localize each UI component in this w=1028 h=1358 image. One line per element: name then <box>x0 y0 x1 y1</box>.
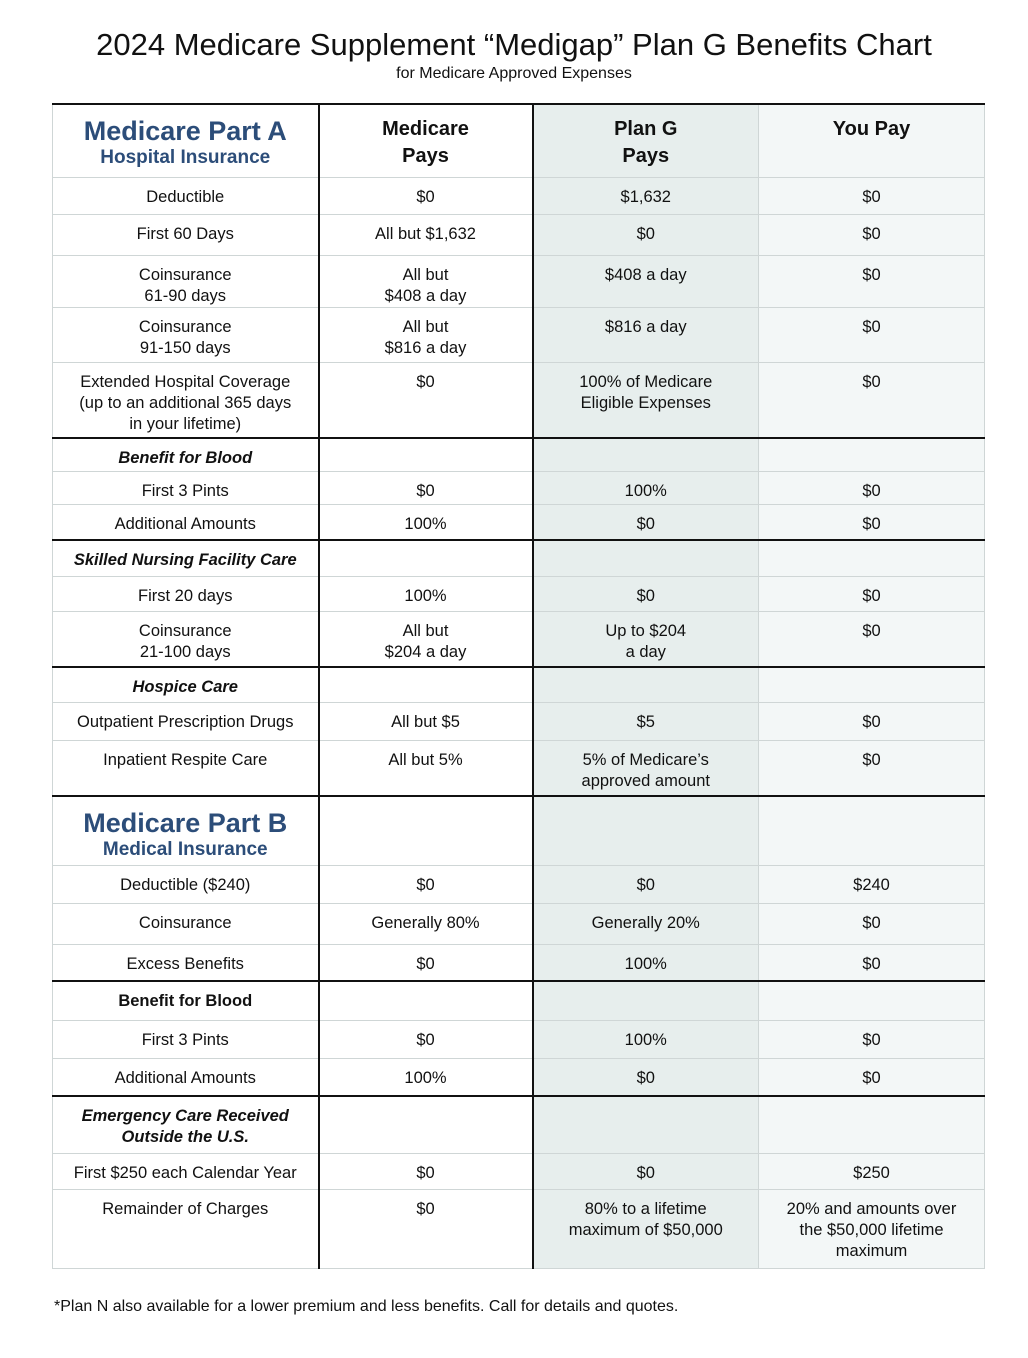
section-heading <box>53 667 319 702</box>
cell-line: $0 <box>416 1199 435 1218</box>
you-pay-cell <box>759 471 985 504</box>
section-heading-row <box>53 1096 985 1153</box>
medicare-pays-cell <box>319 1153 533 1189</box>
cell-line: $0 <box>862 317 881 336</box>
you-pay-cell <box>759 740 985 796</box>
plan-g-pays-cell <box>533 903 759 944</box>
benefit-label-cell <box>53 702 319 740</box>
cell-line: Inpatient Respite Care <box>103 750 268 769</box>
cell-line: $0 <box>862 712 881 731</box>
cell-line: Generally 80% <box>371 913 480 932</box>
page-title: 2024 Medicare Supplement “Medigap” Plan G Benefits Chart <box>96 27 932 62</box>
section-heading-row <box>53 540 985 576</box>
plan-g-pays-cell <box>533 576 759 611</box>
footnote: *Plan N also available for a lower premium and less benefits. Call for details and quotes. <box>54 1298 679 1315</box>
plan-g-pays-cell <box>533 1153 759 1189</box>
cell-line: All but $1,632 <box>375 224 476 243</box>
benefit-label-cell <box>53 214 319 255</box>
you-pay-cell <box>759 214 985 255</box>
cell-line: Up to $204 <box>605 621 687 640</box>
section-heading-row <box>53 981 985 1020</box>
you-pay-cell <box>759 865 985 903</box>
section-heading-text: Benefit for Blood <box>118 449 253 467</box>
you-pay-cell <box>759 903 985 944</box>
you-pay-cell <box>759 255 985 307</box>
section-empty-cell <box>533 667 759 702</box>
you-pay-cell <box>759 362 985 438</box>
cell-line: $0 <box>862 372 881 391</box>
you-pay-cell <box>759 611 985 667</box>
medicare-pays-cell <box>319 1058 533 1096</box>
section-empty-cell <box>759 981 985 1020</box>
medicare-pays-header <box>319 104 533 177</box>
section-heading <box>53 981 319 1020</box>
benefit-label-cell <box>53 362 319 438</box>
you-pay-cell <box>759 1058 985 1096</box>
table-row <box>53 362 985 438</box>
cell-line: Eligible Expenses <box>580 393 711 412</box>
section-empty-cell <box>759 540 985 576</box>
benefit-label-cell <box>53 903 319 944</box>
cell-line: $0 <box>862 954 881 973</box>
cell-line: maximum of $50,000 <box>568 1220 723 1239</box>
cell-line: $0 <box>416 1163 435 1182</box>
cell-line: All but <box>402 265 449 284</box>
header-empty-cell <box>533 796 759 865</box>
plan-g-pays-cell <box>533 865 759 903</box>
plan-g-pays-cell <box>533 214 759 255</box>
cell-line: First $250 each Calendar Year <box>73 1163 297 1182</box>
cell-line: Outside the U.S. <box>121 1128 249 1146</box>
cell-line: All but $5 <box>391 712 460 731</box>
cell-line: 100% <box>404 586 447 605</box>
section-empty-cell <box>319 540 533 576</box>
cell-line: Deductible <box>146 187 225 206</box>
medicare-pays-cell <box>319 177 533 214</box>
cell-line: 100% of Medicare <box>579 372 713 391</box>
cell-line: First 20 days <box>138 586 233 605</box>
cell-line: $0 <box>862 913 881 932</box>
cell-line: Coinsurance <box>138 913 232 932</box>
cell-line: $0 <box>862 265 881 284</box>
cell-line: Generally 20% <box>591 913 700 932</box>
benefit-label-cell <box>53 177 319 214</box>
table-row <box>53 471 985 504</box>
cell-line: All but <box>402 317 449 336</box>
cell-line: 21-100 days <box>139 642 231 661</box>
benefits-table <box>52 103 985 1269</box>
cell-line: Remainder of Charges <box>102 1199 269 1218</box>
cell-line: Deductible ($240) <box>120 875 251 894</box>
cell-line: $0 <box>862 187 881 206</box>
cell-line: $0 <box>636 514 655 533</box>
section-heading <box>53 1096 319 1153</box>
cell-line: approved amount <box>581 771 710 790</box>
plan-g-pays-cell <box>533 611 759 667</box>
cell-line: Plan G <box>614 118 678 140</box>
medicare-pays-cell <box>319 944 533 981</box>
section-empty-cell <box>533 540 759 576</box>
plan-g-pays-header-text <box>540 116 753 170</box>
plan-g-pays-cell <box>533 740 759 796</box>
table-row <box>53 1189 985 1268</box>
medicare-pays-cell <box>319 1020 533 1058</box>
you-pay-cell <box>759 702 985 740</box>
part_a-title-cell <box>53 104 319 177</box>
section-empty-cell <box>319 438 533 471</box>
cell-line: First 3 Pints <box>141 481 229 500</box>
cell-line: the $50,000 lifetime <box>799 1220 944 1239</box>
medicare-pays-cell <box>319 1189 533 1268</box>
plan-g-pays-cell <box>533 362 759 438</box>
cell-line: $816 a day <box>604 317 687 336</box>
you-pay-cell <box>759 307 985 362</box>
cell-line: All but <box>402 621 449 640</box>
cell-line: All but 5% <box>388 750 463 769</box>
cell-line: Coinsurance <box>138 265 232 284</box>
cell-line: $0 <box>636 224 655 243</box>
benefit-label-cell <box>53 944 319 981</box>
section-heading-row <box>53 438 985 471</box>
section-heading <box>53 438 319 471</box>
plan-g-pays-cell <box>533 504 759 540</box>
cell-line: a day <box>625 642 666 661</box>
part_a-title: Medicare Part A <box>83 116 287 146</box>
plan-g-pays-cell <box>533 471 759 504</box>
cell-line: First 3 Pints <box>141 1030 229 1049</box>
cell-line: $408 a day <box>384 286 467 305</box>
section-empty-cell <box>759 1096 985 1153</box>
section-empty-cell <box>319 981 533 1020</box>
cell-line: $0 <box>862 224 881 243</box>
table-row <box>53 1153 985 1189</box>
cell-line: $250 <box>853 1163 890 1182</box>
cell-line: $0 <box>862 586 881 605</box>
cell-line: $0 <box>862 481 881 500</box>
cell-line: 100% <box>624 954 667 973</box>
you-pay-cell <box>759 1189 985 1268</box>
you-pay-cell <box>759 1153 985 1189</box>
cell-line: 20% and amounts over <box>786 1199 957 1218</box>
cell-line: Extended Hospital Coverage <box>80 372 291 391</box>
section-heading <box>53 540 319 576</box>
cell-line: $0 <box>416 1030 435 1049</box>
cell-line: $816 a day <box>384 338 467 357</box>
table-row <box>53 214 985 255</box>
cell-line: $5 <box>636 712 655 731</box>
cell-line: Excess Benefits <box>126 954 244 973</box>
benefit-label-cell <box>53 504 319 540</box>
benefit-label-cell <box>53 1058 319 1096</box>
table-row <box>53 944 985 981</box>
medicare-pays-header-text <box>326 116 526 170</box>
header-empty-cell <box>759 796 985 865</box>
header-empty-cell <box>319 796 533 865</box>
table-row <box>53 504 985 540</box>
you-pay-cell <box>759 944 985 981</box>
cell-line: 100% <box>404 514 447 533</box>
benefit-label-cell <box>53 255 319 307</box>
medicare-pays-cell <box>319 307 533 362</box>
section-empty-cell <box>533 1096 759 1153</box>
you-pay-cell <box>759 1020 985 1058</box>
cell-line: $0 <box>862 750 881 769</box>
cell-line: Additional Amounts <box>114 1068 256 1087</box>
medicare-pays-cell <box>319 576 533 611</box>
cell-line: $408 a day <box>604 265 687 284</box>
part_b-subtitle: Medical Insurance <box>102 839 268 860</box>
cell-line: 61-90 days <box>144 286 227 305</box>
cell-line: $240 <box>853 875 890 894</box>
medicare-pays-cell <box>319 504 533 540</box>
plan-g-pays-header <box>533 104 759 177</box>
part_b-title: Medicare Part B <box>83 808 288 838</box>
table-row <box>53 1058 985 1096</box>
cell-line: maximum <box>835 1241 908 1260</box>
cell-line: $1,632 <box>620 187 671 206</box>
cell-line: $0 <box>416 481 435 500</box>
cell-line: Additional Amounts <box>114 514 256 533</box>
cell-line: $0 <box>636 586 655 605</box>
medicare-pays-cell <box>319 214 533 255</box>
medicare-pays-cell <box>319 903 533 944</box>
cell-line: Pays <box>402 145 449 167</box>
benefit-label-cell <box>53 740 319 796</box>
cell-line: 91-150 days <box>139 338 231 357</box>
plan-g-pays-cell <box>533 702 759 740</box>
benefit-label-cell <box>53 611 319 667</box>
section-empty-cell <box>319 667 533 702</box>
plan-g-pays-cell <box>533 255 759 307</box>
medicare-pays-cell <box>319 362 533 438</box>
cell-line: Medicare <box>382 118 469 140</box>
cell-line: $0 <box>636 1068 655 1087</box>
you-pay-cell <box>759 504 985 540</box>
cell-line: $0 <box>636 875 655 894</box>
benefit-label-cell <box>53 1020 319 1058</box>
you-pay-header <box>759 104 985 177</box>
cell-line: $0 <box>416 875 435 894</box>
section-empty-cell <box>759 667 985 702</box>
plan-g-pays-cell <box>533 307 759 362</box>
section-empty-cell <box>759 438 985 471</box>
cell-line: Pays <box>622 145 670 167</box>
medicare-pays-cell <box>319 471 533 504</box>
medicare-pays-cell <box>319 611 533 667</box>
table-row <box>53 255 985 307</box>
plan-g-pays-cell <box>533 177 759 214</box>
table-row <box>53 611 985 667</box>
cell-line: Outpatient Prescription Drugs <box>77 712 294 731</box>
section-empty-cell <box>533 438 759 471</box>
cell-line: 100% <box>624 1030 667 1049</box>
plan-g-pays-cell <box>533 1058 759 1096</box>
section-heading-text: Benefit for Blood <box>118 992 253 1010</box>
part_b-header-row <box>53 796 985 865</box>
cell-line: $0 <box>862 514 881 533</box>
benefit-label-cell <box>53 1189 319 1268</box>
table-row <box>53 702 985 740</box>
cell-line: $0 <box>862 1030 881 1049</box>
table-row <box>53 177 985 214</box>
cell-line: 100% <box>404 1068 447 1087</box>
benefit-label-cell <box>53 576 319 611</box>
part_a-subtitle: Hospital Insurance <box>100 147 271 168</box>
benefit-label-cell <box>53 471 319 504</box>
cell-line: in your lifetime) <box>129 414 242 433</box>
benefit-label-cell <box>53 1153 319 1189</box>
medicare-pays-cell <box>319 255 533 307</box>
table-row <box>53 865 985 903</box>
plan-g-pays-cell <box>533 944 759 981</box>
section-heading-text: Hospice Care <box>132 678 238 696</box>
medicare-pays-cell <box>319 865 533 903</box>
table-row <box>53 307 985 362</box>
benefit-label-cell <box>53 865 319 903</box>
section-empty-cell <box>319 1096 533 1153</box>
you-pay-cell <box>759 177 985 214</box>
cell-line: $0 <box>416 372 435 391</box>
cell-line: Coinsurance <box>138 621 232 640</box>
plan-g-pays-cell <box>533 1189 759 1268</box>
section-heading-row <box>53 667 985 702</box>
benefit-label-cell <box>53 307 319 362</box>
medicare-pays-cell <box>319 702 533 740</box>
page-subtitle: for Medicare Approved Expenses <box>396 65 632 82</box>
cell-line: $0 <box>416 187 435 206</box>
table-row <box>53 903 985 944</box>
section-heading-text: Skilled Nursing Facility Care <box>73 551 297 569</box>
cell-line: $0 <box>862 1068 881 1087</box>
cell-line: 100% <box>624 481 667 500</box>
you-pay-cell <box>759 576 985 611</box>
table-row <box>53 740 985 796</box>
section-empty-cell <box>533 981 759 1020</box>
cell-line: Coinsurance <box>138 317 232 336</box>
plan-g-pays-cell <box>533 1020 759 1058</box>
cell-line: $0 <box>636 1163 655 1182</box>
part_b-title-cell <box>53 796 319 865</box>
cell-line: 80% to a lifetime <box>584 1199 707 1218</box>
cell-line: First 60 Days <box>136 224 234 243</box>
section-heading-text <box>59 1106 312 1148</box>
cell-line: 5% of Medicare’s <box>582 750 709 769</box>
cell-line: Emergency Care Received <box>81 1107 289 1125</box>
cell-line: $0 <box>862 621 881 640</box>
table-row <box>53 576 985 611</box>
cell-line: $0 <box>416 954 435 973</box>
cell-line: (up to an additional 365 days <box>79 393 292 412</box>
medicare-pays-cell <box>319 740 533 796</box>
cell-line: $204 a day <box>384 642 467 661</box>
table-row <box>53 1020 985 1058</box>
part_a-header-row <box>53 104 985 177</box>
you-pay-header-text: You Pay <box>832 118 911 140</box>
